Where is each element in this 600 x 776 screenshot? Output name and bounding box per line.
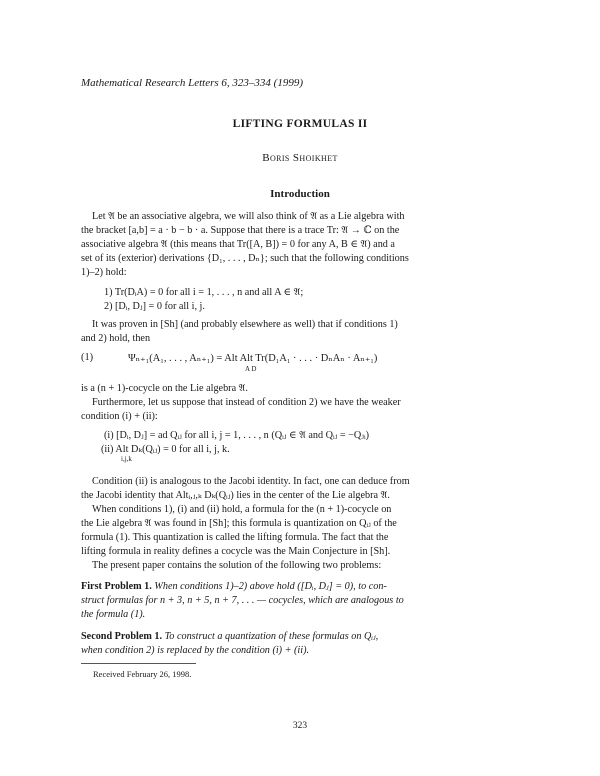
para1-line: the bracket [a,b] = a · b − b · a. Suppose that there is a trace Tr: 𝔄 → ℂ on the	[81, 225, 400, 236]
para4-line: formula (1). This quantization is called the lifting formula. The fact that the	[81, 532, 389, 543]
problem2-line	[81, 630, 521, 644]
equation-formula: Ψₙ₊₁(A₁, . . . , Aₙ₊₁) = Alt Alt Tr(D₁A₁ · . . . · DₙAₙ · Aₙ₊₁)	[128, 353, 378, 364]
section-heading: Introduction	[270, 188, 330, 200]
para3-line: Furthermore, let us suppose that instead of condition 2) we have the weaker	[92, 397, 401, 408]
problem1-line	[81, 580, 521, 594]
journal-citation: Mathematical Research Letters 6, 323–334 (1999)	[81, 77, 303, 89]
para1-line: set of its (exterior) derivations {D₁, . . . , Dₙ}; such that the following conditions	[81, 253, 409, 264]
para4-line: lifting formula in reality defines a cocycle was the Main Conjecture in [Sh].	[81, 546, 391, 557]
para1-line: 1)–2) hold:	[81, 267, 127, 278]
problem1-line: struct formulas for n + 3, n + 5, n + 7, . . . — cocycles, which are analogous to	[81, 595, 404, 606]
condition-item: 1) Tr(DᵢA) = 0 for all i = 1, . . . , n and all A ∈ 𝔄;	[104, 287, 304, 298]
problem1-text: When conditions 1)–2) above hold ([Dᵢ, Dⱼ] = 0), to con-	[154, 581, 387, 592]
para4-line: Condition (ii) is analogous to the Jacobi identity. In fact, one can deduce from	[92, 476, 410, 487]
weak-condition-item: (i) [Dᵢ, Dⱼ] = ad Qᵢⱼ for all i, j = 1, . . . , n (Qᵢⱼ ∈ 𝔄 and Qᵢⱼ = −Qⱼᵢ)	[104, 430, 370, 441]
para4-line: When conditions 1), (i) and (ii) hold, a formula for the (n + 1)-cocycle on	[92, 504, 392, 515]
para1-line: Let 𝔄 be an associative algebra, we will also think of 𝔄 as a Lie algebra with	[92, 211, 405, 222]
page-number: 323	[292, 721, 308, 731]
para4-line: the Lie algebra 𝔄 was found in [Sh]; this formula is quantization on Qᵢⱼ of the	[81, 518, 397, 529]
para4-line: the Jacobi identity that Altᵢ,ⱼ,ₖ Dₖ(Qᵢⱼ) lies in the center of the Lie algebra 𝔄.	[81, 490, 390, 501]
problem2-line: when condition 2) is replaced by the condition (i) + (ii).	[81, 645, 310, 656]
problem1-label: First Problem 1.	[81, 581, 152, 592]
para3-line: condition (i) + (ii):	[81, 411, 158, 422]
footnote: Received February 26, 1998.	[93, 669, 192, 679]
equation-subscript: A D	[245, 365, 257, 373]
author-name: Boris Shoikhet	[262, 152, 338, 164]
para1-line: associative algebra 𝔄 (this means that Tr([A, B]) = 0 for any A, B ∈ 𝔄) and a	[81, 239, 395, 250]
paper-title: LIFTING FORMULAS II	[232, 118, 368, 130]
problem2-label: Second Problem 1.	[81, 631, 163, 642]
weak-condition-subscript: i,j,k	[121, 455, 132, 463]
equation-number: (1)	[81, 352, 94, 363]
weak-condition-item: (ii) Alt Dₖ(Qᵢⱼ) = 0 for all i, j, k.	[101, 444, 230, 455]
problem1-line: the formula (1).	[81, 609, 146, 620]
problem2-text: To construct a quantization of these formulas on Qᵢⱼ,	[164, 631, 379, 642]
para2-line: and 2) hold, then	[81, 333, 151, 344]
para2-line: It was proven in [Sh] (and probably elsewhere as well) that if conditions 1)	[92, 319, 398, 330]
para4-line: The present paper contains the solution of the following two problems:	[92, 560, 382, 571]
para3-line: is a (n + 1)-cocycle on the Lie algebra 𝔄.	[81, 383, 248, 394]
condition-item: 2) [Dᵢ, Dⱼ] = 0 for all i, j.	[104, 301, 205, 312]
footnote-rule	[81, 663, 196, 664]
